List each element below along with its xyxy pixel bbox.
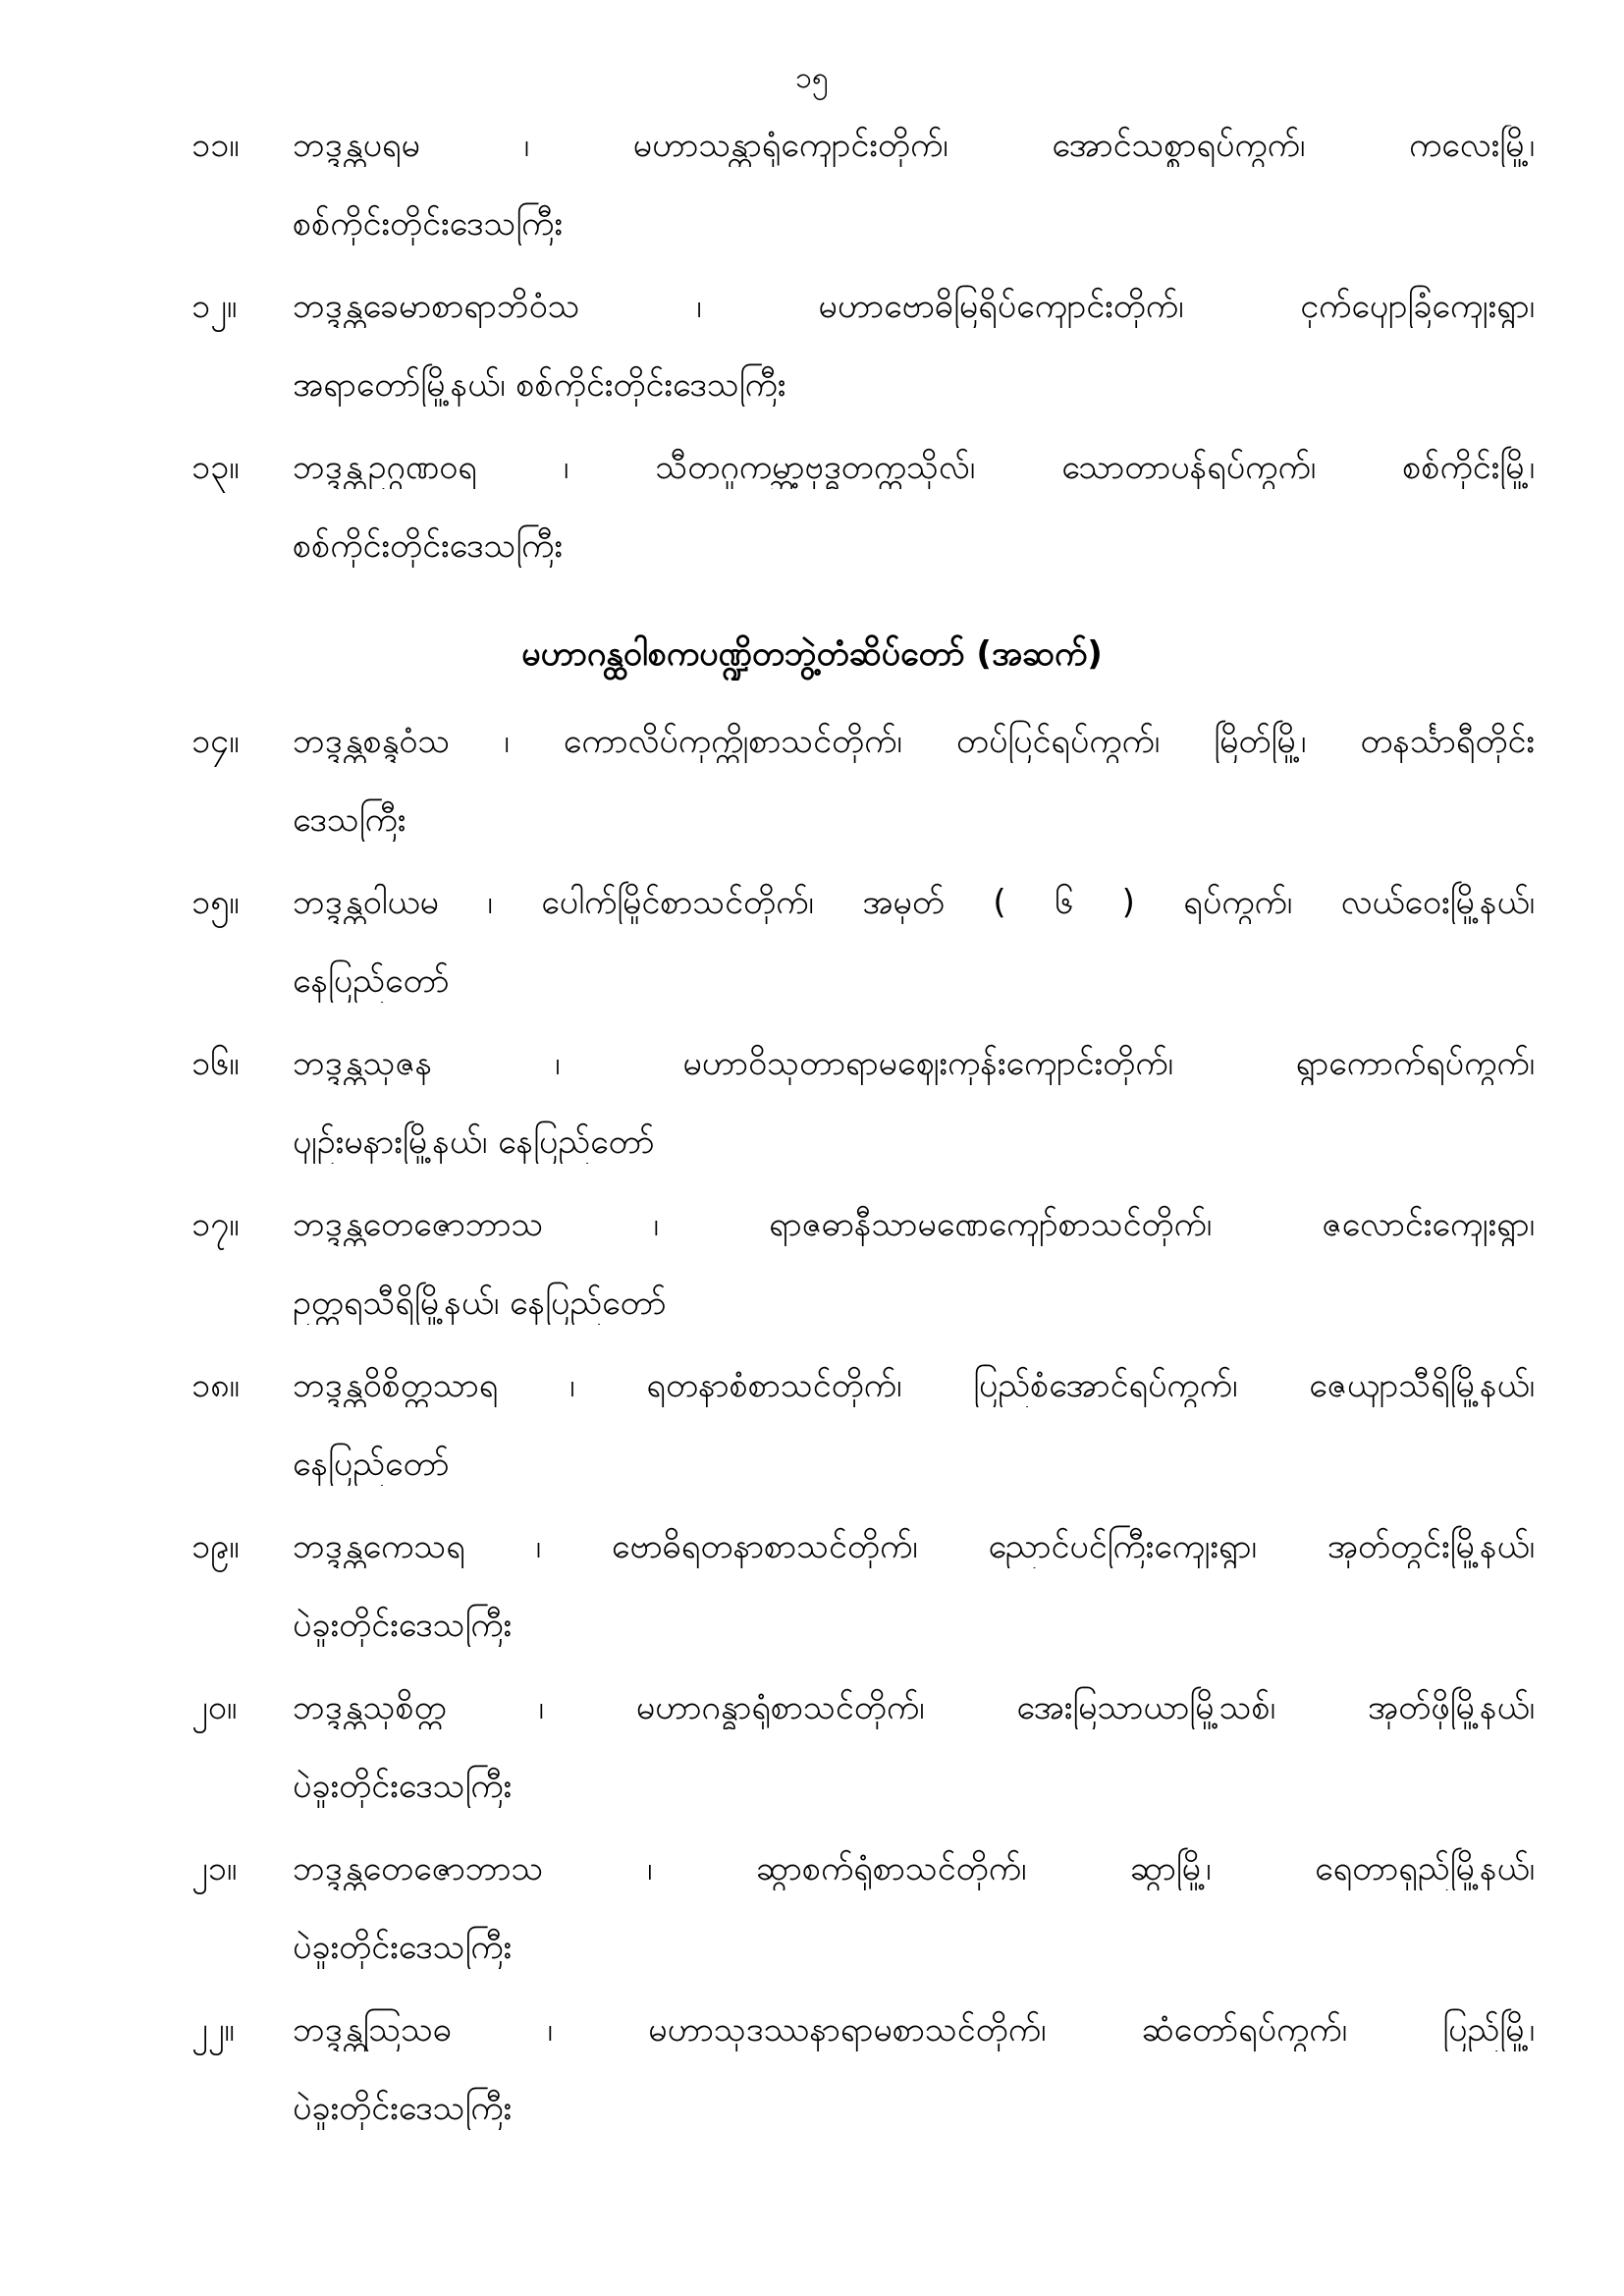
section-heading: မဟာဂန္ထဝါစကပဏ္ဍိတဘွဲ့တံဆိပ်တော် (အဆက်): [521, 634, 1103, 674]
entry-text-continued: နေပြည်တော်: [293, 1445, 450, 1484]
entry-text: ဘဒ္ဒန္တဝိစိတ္တသာရ ၊ ရတနာစံစာသင်တိုက်၊ ပြည်စံအောင်ရပ်ကွက်၊ ဇေယျာသီရိမြို့နယ်၊: [293, 1366, 1535, 1405]
entry-number: ၁၃။: [191, 448, 240, 487]
entry-text: ဘဒ္ဒန္တသြသဓ ၊ မဟာသုဒဿနာရာမစာသင်တိုက်၊ ဆံတော်ရပ်ကွက်၊ ပြည်မြို့၊: [293, 2010, 1535, 2050]
entry-text-continued: ပဲခူးတိုင်းဒေသကြီး: [293, 1767, 513, 1806]
entry-text: ဘဒ္ဒန္တစန္ဒဝံသ ၊ ကောလိပ်ကုက္ကိုစာသင်တိုက်၊ တပ်ပြင်ရပ်ကွက်၊ မြိတ်မြို့၊ တနင်္သာရီတိုင်း: [293, 722, 1535, 761]
entry-text: ဘဒ္ဒန္တတေဇောဘာသ ၊ ရာဇဓာနီသာမဏေကျော်စာသင်တိုက်၊ ဇလောင်းကျေးရွာ၊: [293, 1205, 1535, 1244]
entry-number: ၁၅။: [191, 883, 240, 922]
entry-text: ဘဒ္ဒန္တပရမ ၊ မဟာသန္တာရုံကျောင်းတိုက်၊ အောင်သစ္စာရပ်ကွက်၊ ကလေးမြို့၊: [293, 126, 1535, 165]
entry-text: ဘဒ္ဒန္တခေမာစာရာဘိဝံသ ၊ မဟာဗောဓိမြရိပ်ကျောင်းတိုက်၊ ငှက်ပျောခြံကျေးရွာ၊: [293, 287, 1535, 326]
entry-number: ၂၀။: [191, 1688, 238, 1727]
entry-text: ဘဒ္ဒန္တကေသရ ၊ ဗောဓိရတနာစာသင်တိုက်၊ ညောင်ပင်ကြီးကျေးရွာ၊ အုတ်တွင်းမြို့နယ်၊: [293, 1527, 1535, 1566]
entry-number: ၁၂။: [191, 287, 238, 326]
entry-text-continued: ဥတ္တရသီရိမြို့နယ်၊ နေပြည်တော်: [293, 1284, 667, 1323]
entry-number: ၁၄။: [191, 722, 240, 761]
entry-text-continued: ပဲခူးတိုင်းဒေသကြီး: [293, 1928, 513, 1967]
entry-text-continued: ဒေသကြီး: [293, 800, 406, 840]
entry-text: ဘဒ္ဒန္တတေဇောဘာသ ၊ ဆွာစက်ရုံစာသင်တိုက်၊ ဆွာမြို့၊ ရေတာရှည်မြို့နယ်၊: [293, 1849, 1535, 1888]
entry-text-continued: စစ်ကိုင်းတိုင်းဒေသကြီး: [293, 204, 563, 244]
entry-text-continued: ပျဉ်းမနားမြို့နယ်၊ နေပြည်တော်: [293, 1122, 655, 1162]
entry-text: ဘဒ္ဒန္တဥဂ္ဂဏဝရ ၊ သီတဂူကမ္ဘာ့ဗုဒ္ဓတက္ကသိုလ်၊ သောတာပန်ရပ်ကွက်၊ စစ်ကိုင်းမြို့၊: [293, 448, 1535, 487]
entry-text-continued: စစ်ကိုင်းတိုင်းဒေသကြီး: [293, 526, 563, 566]
entry-number: ၁၉။: [191, 1527, 240, 1566]
entry-number: ၁၇။: [191, 1205, 240, 1244]
entry-number: ၂၁။: [191, 1849, 238, 1888]
entry-text: ဘဒ္ဒန္တသုဇန ၊ မဟာဝိသုတာရာမဈေးကုန်းကျောင်းတိုက်၊ ရွာကောက်ရပ်ကွက်၊: [293, 1044, 1535, 1083]
entry-text-continued: ပဲခူးတိုင်းဒေသကြီး: [293, 2089, 513, 2128]
entry-text-continued: အရာတော်မြို့နယ်၊ စစ်ကိုင်းတိုင်းဒေသကြီး: [293, 365, 786, 405]
page-number: ၁၅: [795, 61, 829, 95]
entry-text: ဘဒ္ဒန္တဝါယမ ၊ ပေါက်မြိုင်စာသင်တိုက်၊ အမှတ် ( ၆ ) ရပ်ကွက်၊ လယ်ဝေးမြို့နယ်၊: [293, 883, 1535, 922]
entry-number: ၁၆။: [191, 1044, 240, 1083]
entry-number: ၂၂။: [191, 2010, 235, 2050]
entry-text-continued: ပဲခူးတိုင်းဒေသကြီး: [293, 1606, 513, 1645]
entry-number: ၁၁။: [191, 126, 240, 165]
entry-number: ၁၈။: [191, 1366, 240, 1405]
entry-text: ဘဒ္ဒန္တသုစိတ္တ ၊ မဟာဂန္ဓာရုံစာသင်တိုက်၊ အေးမြသာယာမြို့သစ်၊ အုတ်ဖိုမြို့နယ်၊: [293, 1688, 1535, 1727]
entry-text-continued: နေပြည်တော်: [293, 961, 450, 1001]
